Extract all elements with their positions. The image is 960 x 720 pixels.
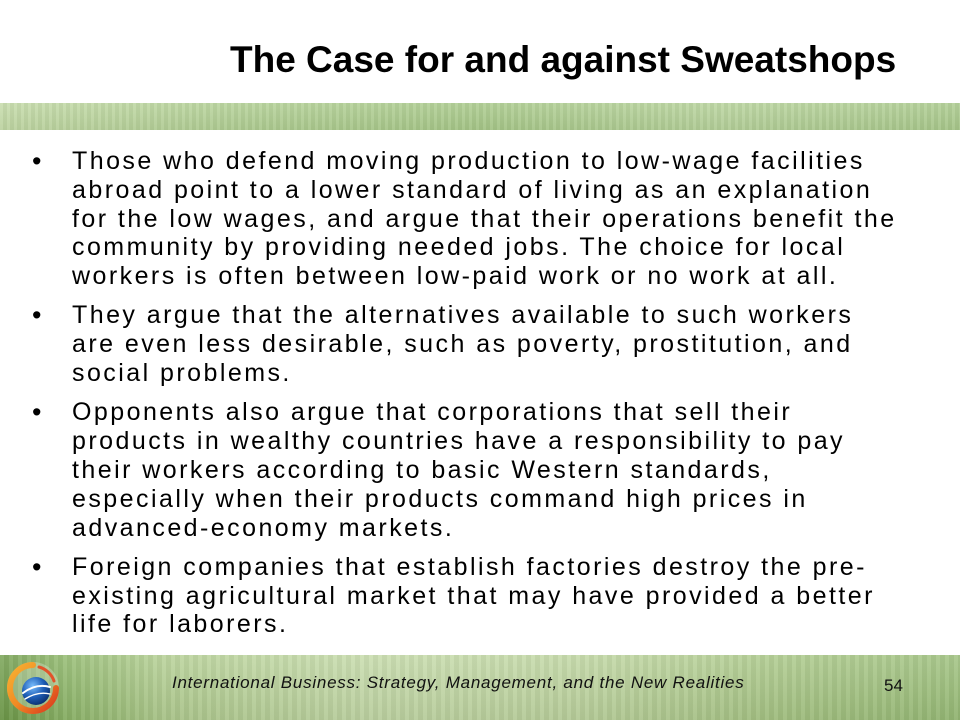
title-divider-band	[0, 103, 960, 130]
bullet-text-line: community by providing needed jobs. The choice for local	[72, 233, 846, 262]
bullet-text-line: Opponents also argue that corporations that sell their	[72, 398, 793, 427]
bullet-text-line: life for laborers.	[72, 610, 289, 639]
bullet-text-line: especially when their products command high prices in	[72, 484, 808, 513]
footer-book-title: International Business: Strategy, Management, and the New Realities	[172, 673, 745, 692]
slide-title: The Case for and against Sweatshops	[230, 39, 897, 80]
bullet-item	[0, 398, 960, 542]
bullet-text-line: advanced-economy markets.	[72, 513, 455, 542]
bullet-text-line: their workers according to basic Western standards,	[72, 455, 772, 484]
bullet-item	[0, 147, 960, 291]
bullet-text-line: They argue that the alternatives available to such workers	[72, 301, 854, 330]
bullet-text-line: for the low wages, and argue that their operations benefit the	[72, 204, 897, 233]
footer-bar	[0, 655, 960, 720]
globe-swirl-logo-icon	[6, 661, 60, 715]
bullet-item	[0, 301, 960, 387]
bullet-list	[0, 147, 960, 639]
bullet-text-line: Those who defend moving production to low-wage facilities	[72, 147, 865, 175]
bullet-text-line: existing agricultural market that may have provided a better	[72, 581, 875, 610]
bullet-text-line: social problems.	[72, 359, 292, 388]
bullet-marker: •	[32, 397, 42, 428]
bullet-text-line: abroad point to a lower standard of living as an explanation	[72, 175, 873, 204]
bullet-text-line: products in wealthy countries have a responsibility to pay	[72, 427, 845, 456]
bullet-marker: •	[32, 300, 42, 331]
bullet-text-line: are even less desirable, such as poverty, prostitution, and	[72, 330, 853, 359]
bullet-marker: •	[32, 551, 42, 582]
bullet-text-line: workers is often between low-paid work or no work at all.	[72, 262, 839, 291]
bullet-text-line: Foreign companies that establish factories destroy the pre-	[72, 552, 867, 581]
bullet-marker: •	[32, 146, 42, 176]
bullet-item	[0, 553, 960, 639]
page-number: 54	[884, 676, 903, 695]
